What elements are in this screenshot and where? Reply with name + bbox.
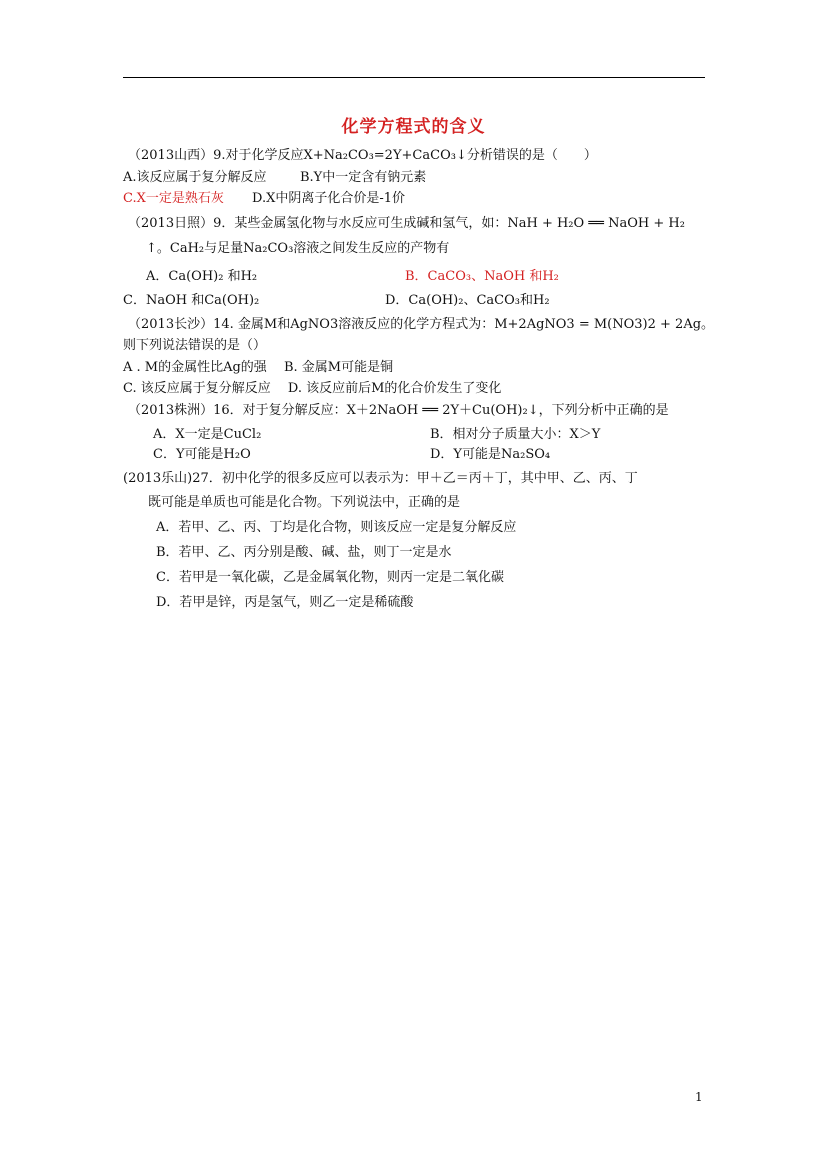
q4-option-c: C．Y可能是H₂O — [153, 447, 251, 462]
q3-stem-line1: （2013长沙）14. 金属M和AgNO3溶液反应的化学方程式为：M+2AgNO3 = M(NO3)2 + 2Ag。 — [128, 317, 715, 332]
q2-stem-line1: （2013日照）9．某些金属氢化物与水反应可生成碱和氢气，如：NaH + H₂O ══ NaOH + H₂ — [128, 216, 685, 231]
q5-stem-line2: 既可能是单质也可能是化合物。下列说法中，正确的是 — [148, 495, 461, 510]
q5-option-a: A．若甲、乙、丙、丁均是化合物，则该反应一定是复分解反应 — [156, 520, 517, 535]
q2-option-d: D．Ca(OH)₂、CaCO₃和H₂ — [385, 293, 550, 308]
page-title: 化学方程式的含义 — [341, 117, 486, 137]
q2-stem-line2: ↑。CaH₂与足量Na₂CO₃溶液之间发生反应的产物有 — [146, 241, 450, 256]
q2-option-a: A．Ca(OH)₂ 和H₂ — [146, 269, 258, 284]
q1-option-d: D.X中阴离子化合价是-1价 — [252, 191, 406, 206]
q5-stem-line1: (2013乐山)27．初中化学的很多反应可以表示为：甲＋乙＝丙＋丁，其中甲、乙、丙、丁 — [123, 471, 638, 486]
q3-options-cd: C. 该反应属于复分解反应 D. 该反应前后M的化合价发生了变化 — [123, 381, 502, 396]
q1-option-a: A.该反应属于复分解反应 — [123, 170, 267, 185]
q4-option-a: A．X一定是CuCl₂ — [153, 427, 262, 442]
header-rule — [123, 77, 705, 78]
q4-option-b: B．相对分子质量大小：X＞Y — [430, 427, 601, 442]
q3-stem-line2: 则下列说法错误的是（） — [123, 338, 267, 353]
q1-option-c: C.X一定是熟石灰 — [123, 191, 224, 206]
page-number: 1 — [695, 1090, 703, 1104]
q3-options-ab: A . M的金属性比Ag的强 B. 金属M可能是铜 — [123, 360, 394, 375]
q5-option-d: D．若甲是锌，丙是氢气，则乙一定是稀硫酸 — [156, 595, 414, 610]
q5-option-b: B．若甲、乙、丙分别是酸、碱、盐，则丁一定是水 — [156, 545, 452, 560]
q1-option-b: B.Y中一定含有钠元素 — [300, 170, 427, 185]
q4-stem: （2013株洲）16．对于复分解反应：X＋2NaOH ══ 2Y＋Cu(OH)₂↓，下列分析中正确的是 — [128, 403, 669, 418]
q1-stem: （2013山西）9.对于化学反应X+Na₂CO₃=2Y+CaCO₃↓分析错误的是（ ） — [128, 148, 597, 163]
q2-option-b: B．CaCO₃、NaOH 和H₂ — [405, 269, 559, 284]
q2-option-c: C．NaOH 和Ca(OH)₂ — [123, 293, 260, 308]
q5-option-c: C．若甲是一氧化碳，乙是金属氧化物，则丙一定是二氧化碳 — [156, 570, 504, 585]
q4-option-d: D．Y可能是Na₂SO₄ — [430, 447, 551, 462]
